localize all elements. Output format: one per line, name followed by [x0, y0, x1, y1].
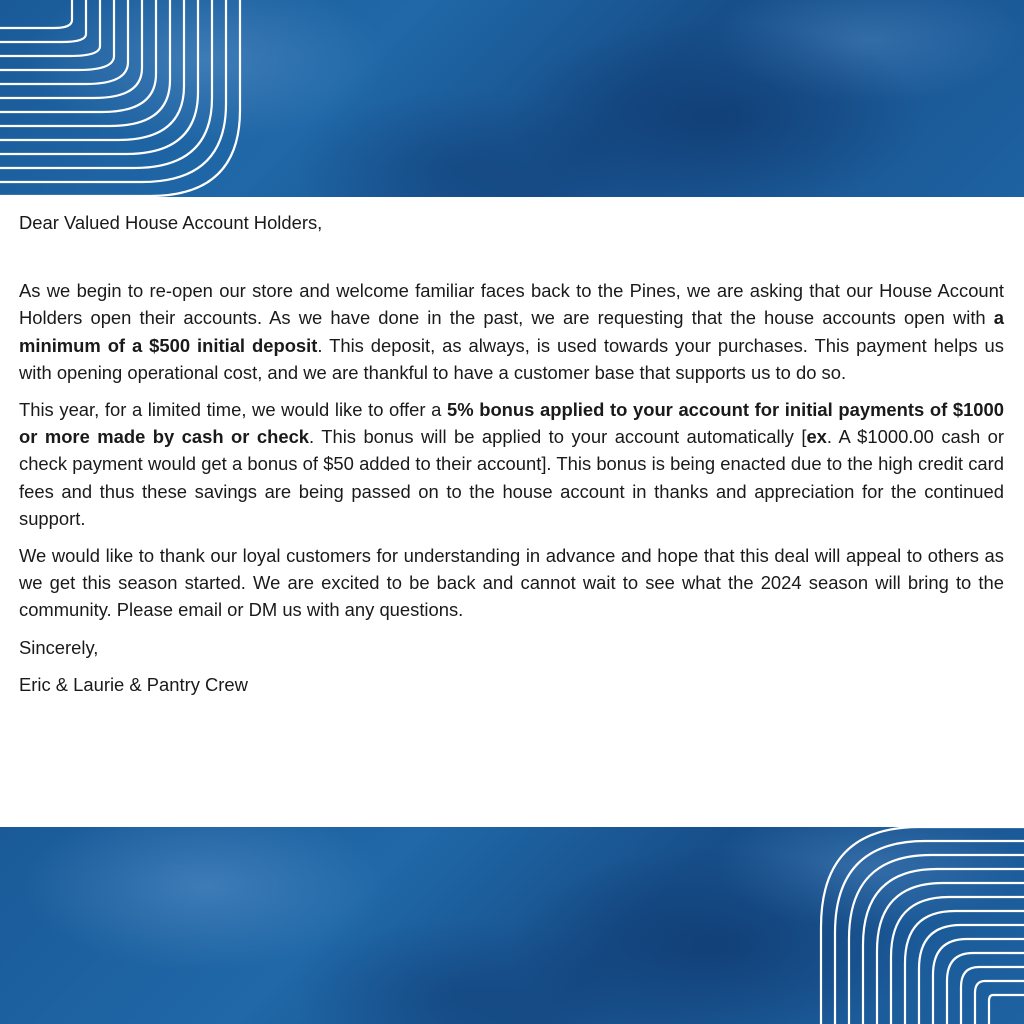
bottom-banner	[0, 827, 1024, 1024]
signature: Eric & Laurie & Pantry Crew	[19, 673, 248, 695]
top-banner	[0, 0, 1024, 197]
greeting: Dear Valued House Account Holders,	[19, 212, 323, 233]
arc-lines-decoration-top	[0, 0, 245, 197]
paragraph-bonus-text-c: . This bonus will be applied to your account automatically [	[309, 426, 807, 448]
paragraph-deposit-text-c: . This deposit, as always, is used towards your purchases. This payment helps us with opening operational cost, and we are thankful to have a customer base that supports us to do so.	[19, 334, 1004, 383]
minimum-deposit-highlight: a minimum of a $500 initial deposit	[19, 307, 1004, 356]
bonus-offer-highlight: 5% bonus applied to your account for initial payments of $1000 or more made by cash or check	[19, 399, 1004, 448]
example-label: ex	[806, 426, 827, 448]
arc-lines-decoration-bottom	[819, 827, 1024, 1024]
paragraph-bonus	[19, 396, 1004, 532]
paragraph-deposit-text-a: As we begin to re-open our store and welcome familiar faces back to the Pines, we are asking that our House Account Holders open their accounts. As we have done in the past, we are requesting that the house accounts open with	[19, 280, 1004, 329]
paragraph-bonus-text-a: This year, for a limited time, we would like to offer a	[19, 399, 447, 421]
paragraph-bonus-text-e: . A $1000.00 cash or check payment would get a bonus of $50 added to their account]. This bonus is being enacted due to the high credit card fees and thus these savings are being passed on to the house account in thanks and appreciation for the continued support.	[19, 426, 1004, 529]
letter-body	[0, 197, 1024, 827]
paragraph-thanks: We would like to thank our loyal customers for understanding in advance and hope that this deal will appeal to others as we get this season started. We are excited to be back and cannot wait to see what the 2024 season will bring to the community. Please email or DM us with any questions.	[19, 545, 1004, 621]
paragraph-deposit	[19, 277, 1004, 386]
closing: Sincerely,	[19, 636, 99, 658]
